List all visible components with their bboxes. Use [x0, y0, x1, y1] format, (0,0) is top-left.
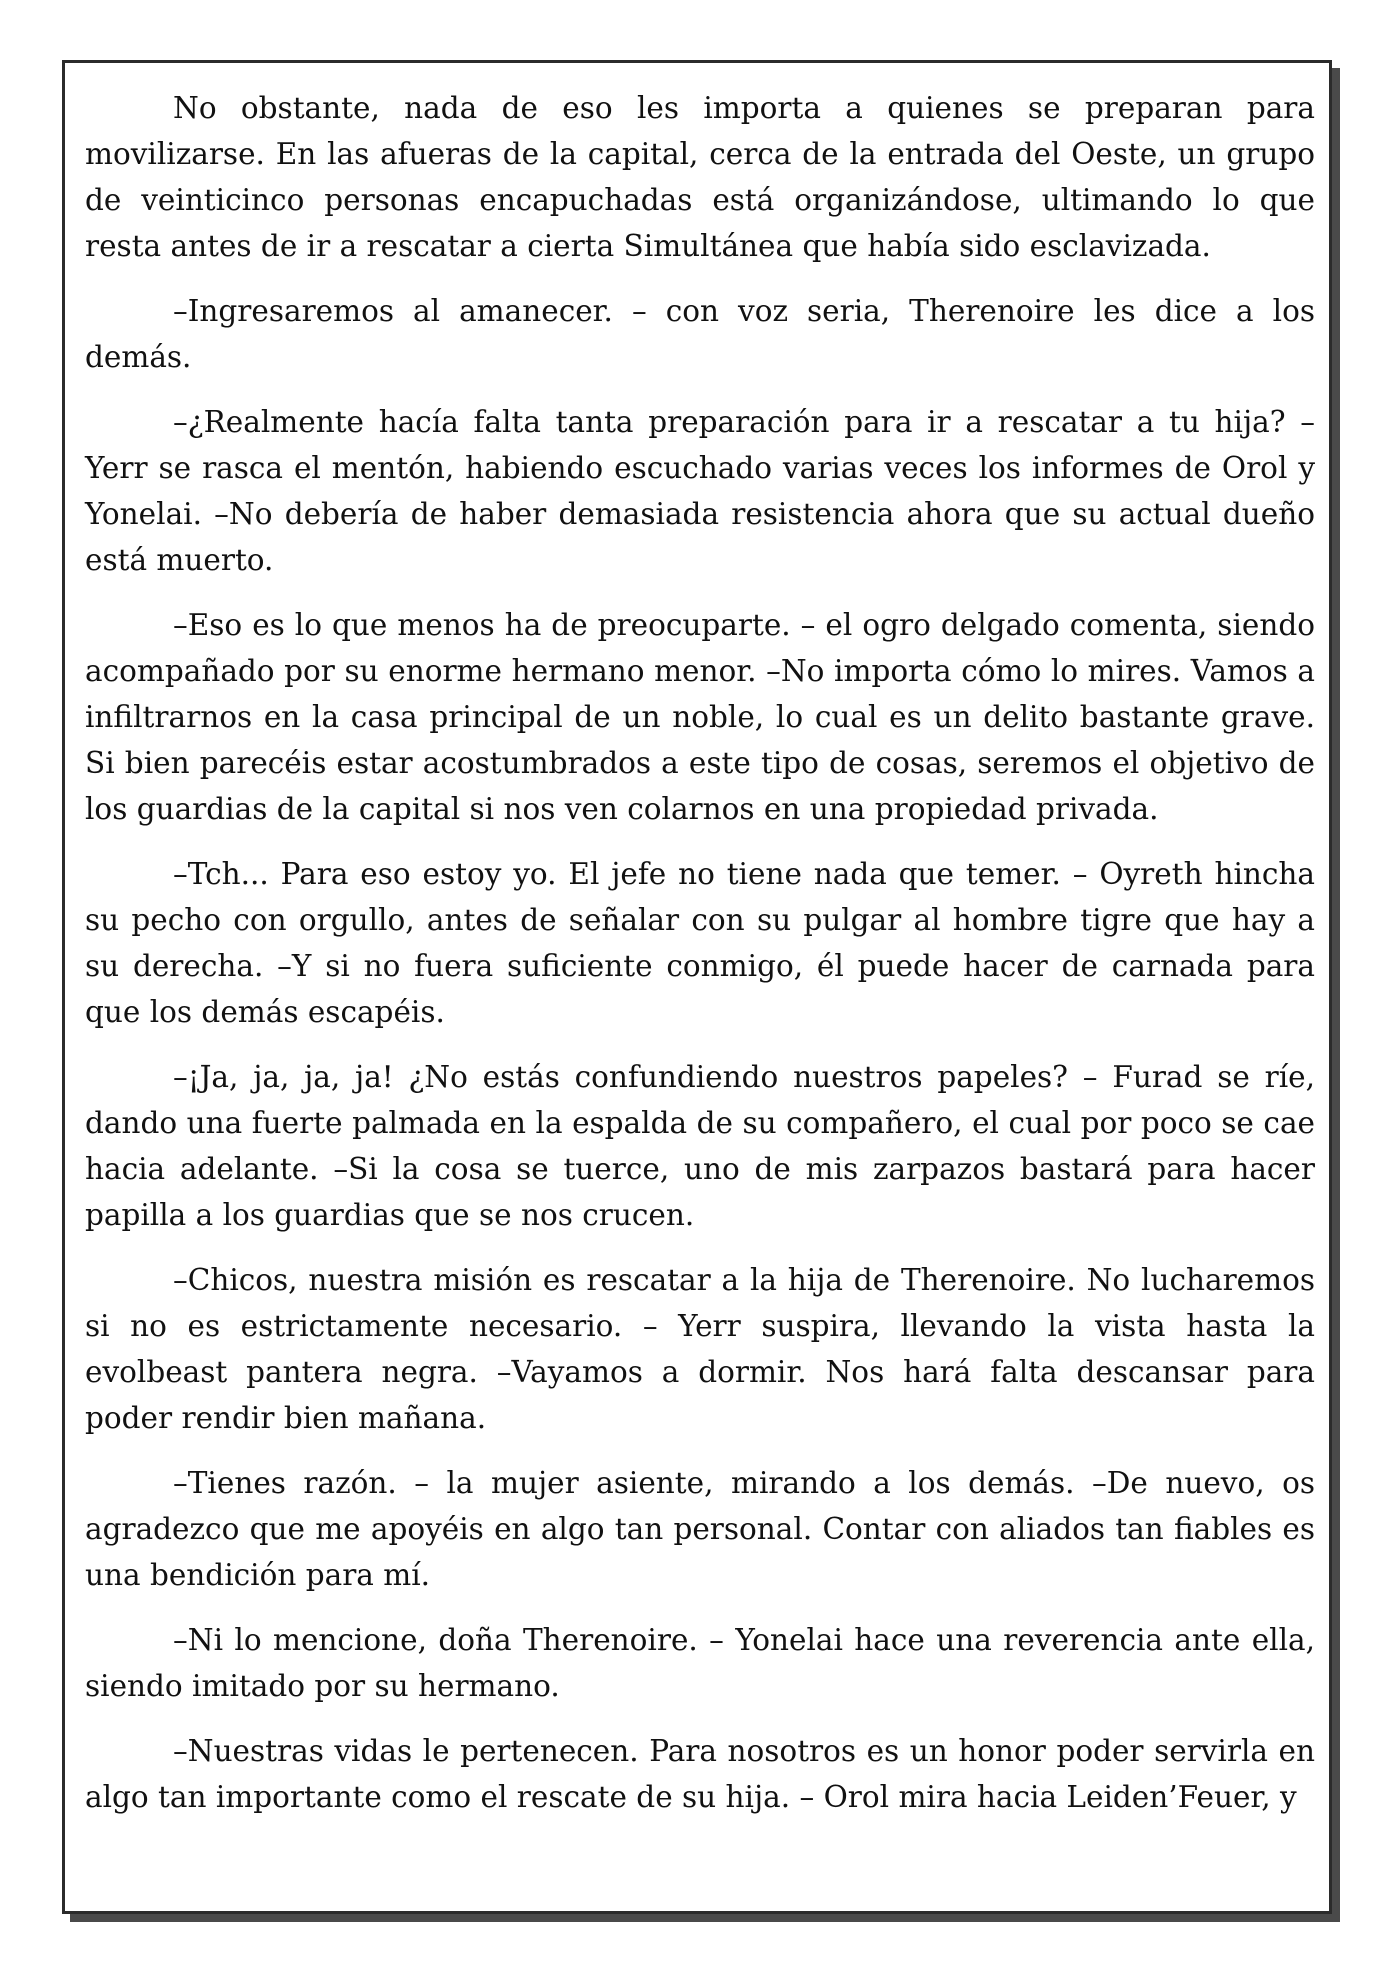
- paragraph-10: –Nuestras vidas le pertenecen. Para nosotros es un honor poder servirla en algo tan importante como el rescate de su hija. – Orol mira hacia Leiden’Feuer, y: [85, 1734, 1315, 1814]
- document-body: [85, 85, 1315, 1839]
- paragraph-5: –Tch... Para eso estoy yo. El jefe no tiene nada que temer. – Oyreth hincha su pecho con orgullo, antes de señalar con su pulgar al hombre tigre que hay a su derecha. –Y si no fuera suficiente conmigo, él puede hacer de carnada para que los demás escapéis.: [85, 857, 1315, 1029]
- paragraph-7: –Chicos, nuestra misión es rescatar a la hija de Therenoire. No lucharemos si no es estrictamente necesario. – Yerr suspira, llevando la vista hasta la evolbeast pantera negra. –Vayamos a dormir. Nos hará falta descansar para poder rendir bien mañana.: [85, 1263, 1315, 1435]
- paragraph-9: –Ni lo mencione, doña Therenoire. – Yonelai hace una reverencia ante ella, siendo imitado por su hermano.: [85, 1623, 1315, 1703]
- paragraph-4: –Eso es lo que menos ha de preocuparte. – el ogro delgado comenta, siendo acompañado por su enorme hermano menor. –No importa cómo lo mires. Vamos a infiltrarnos en la casa principal de un noble, lo cual es un delito bastante grave. Si bien parecéis estar acostumbrados a este tipo de cosas, seremos el objetivo de los guardias de la capital si nos ven colarnos en una propiedad privada.: [85, 608, 1315, 826]
- paragraph-6: –¡Ja, ja, ja, ja! ¿No estás confundiendo nuestros papeles? – Furad se ríe, dando una fuerte palmada en la espalda de su compañero, el cual por poco se cae hacia adelante. –Si la cosa se tuerce, uno de mis zarpazos bastará para hacer papilla a los guardias que se nos crucen.: [85, 1060, 1315, 1232]
- page-frame: [62, 60, 1332, 1914]
- paragraph-3: –¿Realmente hacía falta tanta preparación para ir a rescatar a tu hija? – Yerr se rasca el mentón, habiendo escuchado varias veces los informes de Orol y Yonelai. –No debería de haber demasiada resistencia ahora que su actual dueño está muerto.: [85, 405, 1315, 577]
- paragraph-1: No obstante, nada de eso les importa a quienes se preparan para movilizarse. En las afueras de la capital, cerca de la entrada del Oeste, un grupo de veinticinco personas encapuchadas está organizándose, ultimando lo que resta antes de ir a rescatar a cierta Simultánea que había sido esclavizada.: [85, 91, 1315, 263]
- paragraph-2: –Ingresaremos al amanecer. – con voz seria, Therenoire les dice a los demás.: [85, 294, 1315, 374]
- paragraph-8: –Tienes razón. – la mujer asiente, mirando a los demás. –De nuevo, os agradezco que me apoyéis en algo tan personal. Contar con aliados tan fiables es una bendición para mí.: [85, 1466, 1315, 1592]
